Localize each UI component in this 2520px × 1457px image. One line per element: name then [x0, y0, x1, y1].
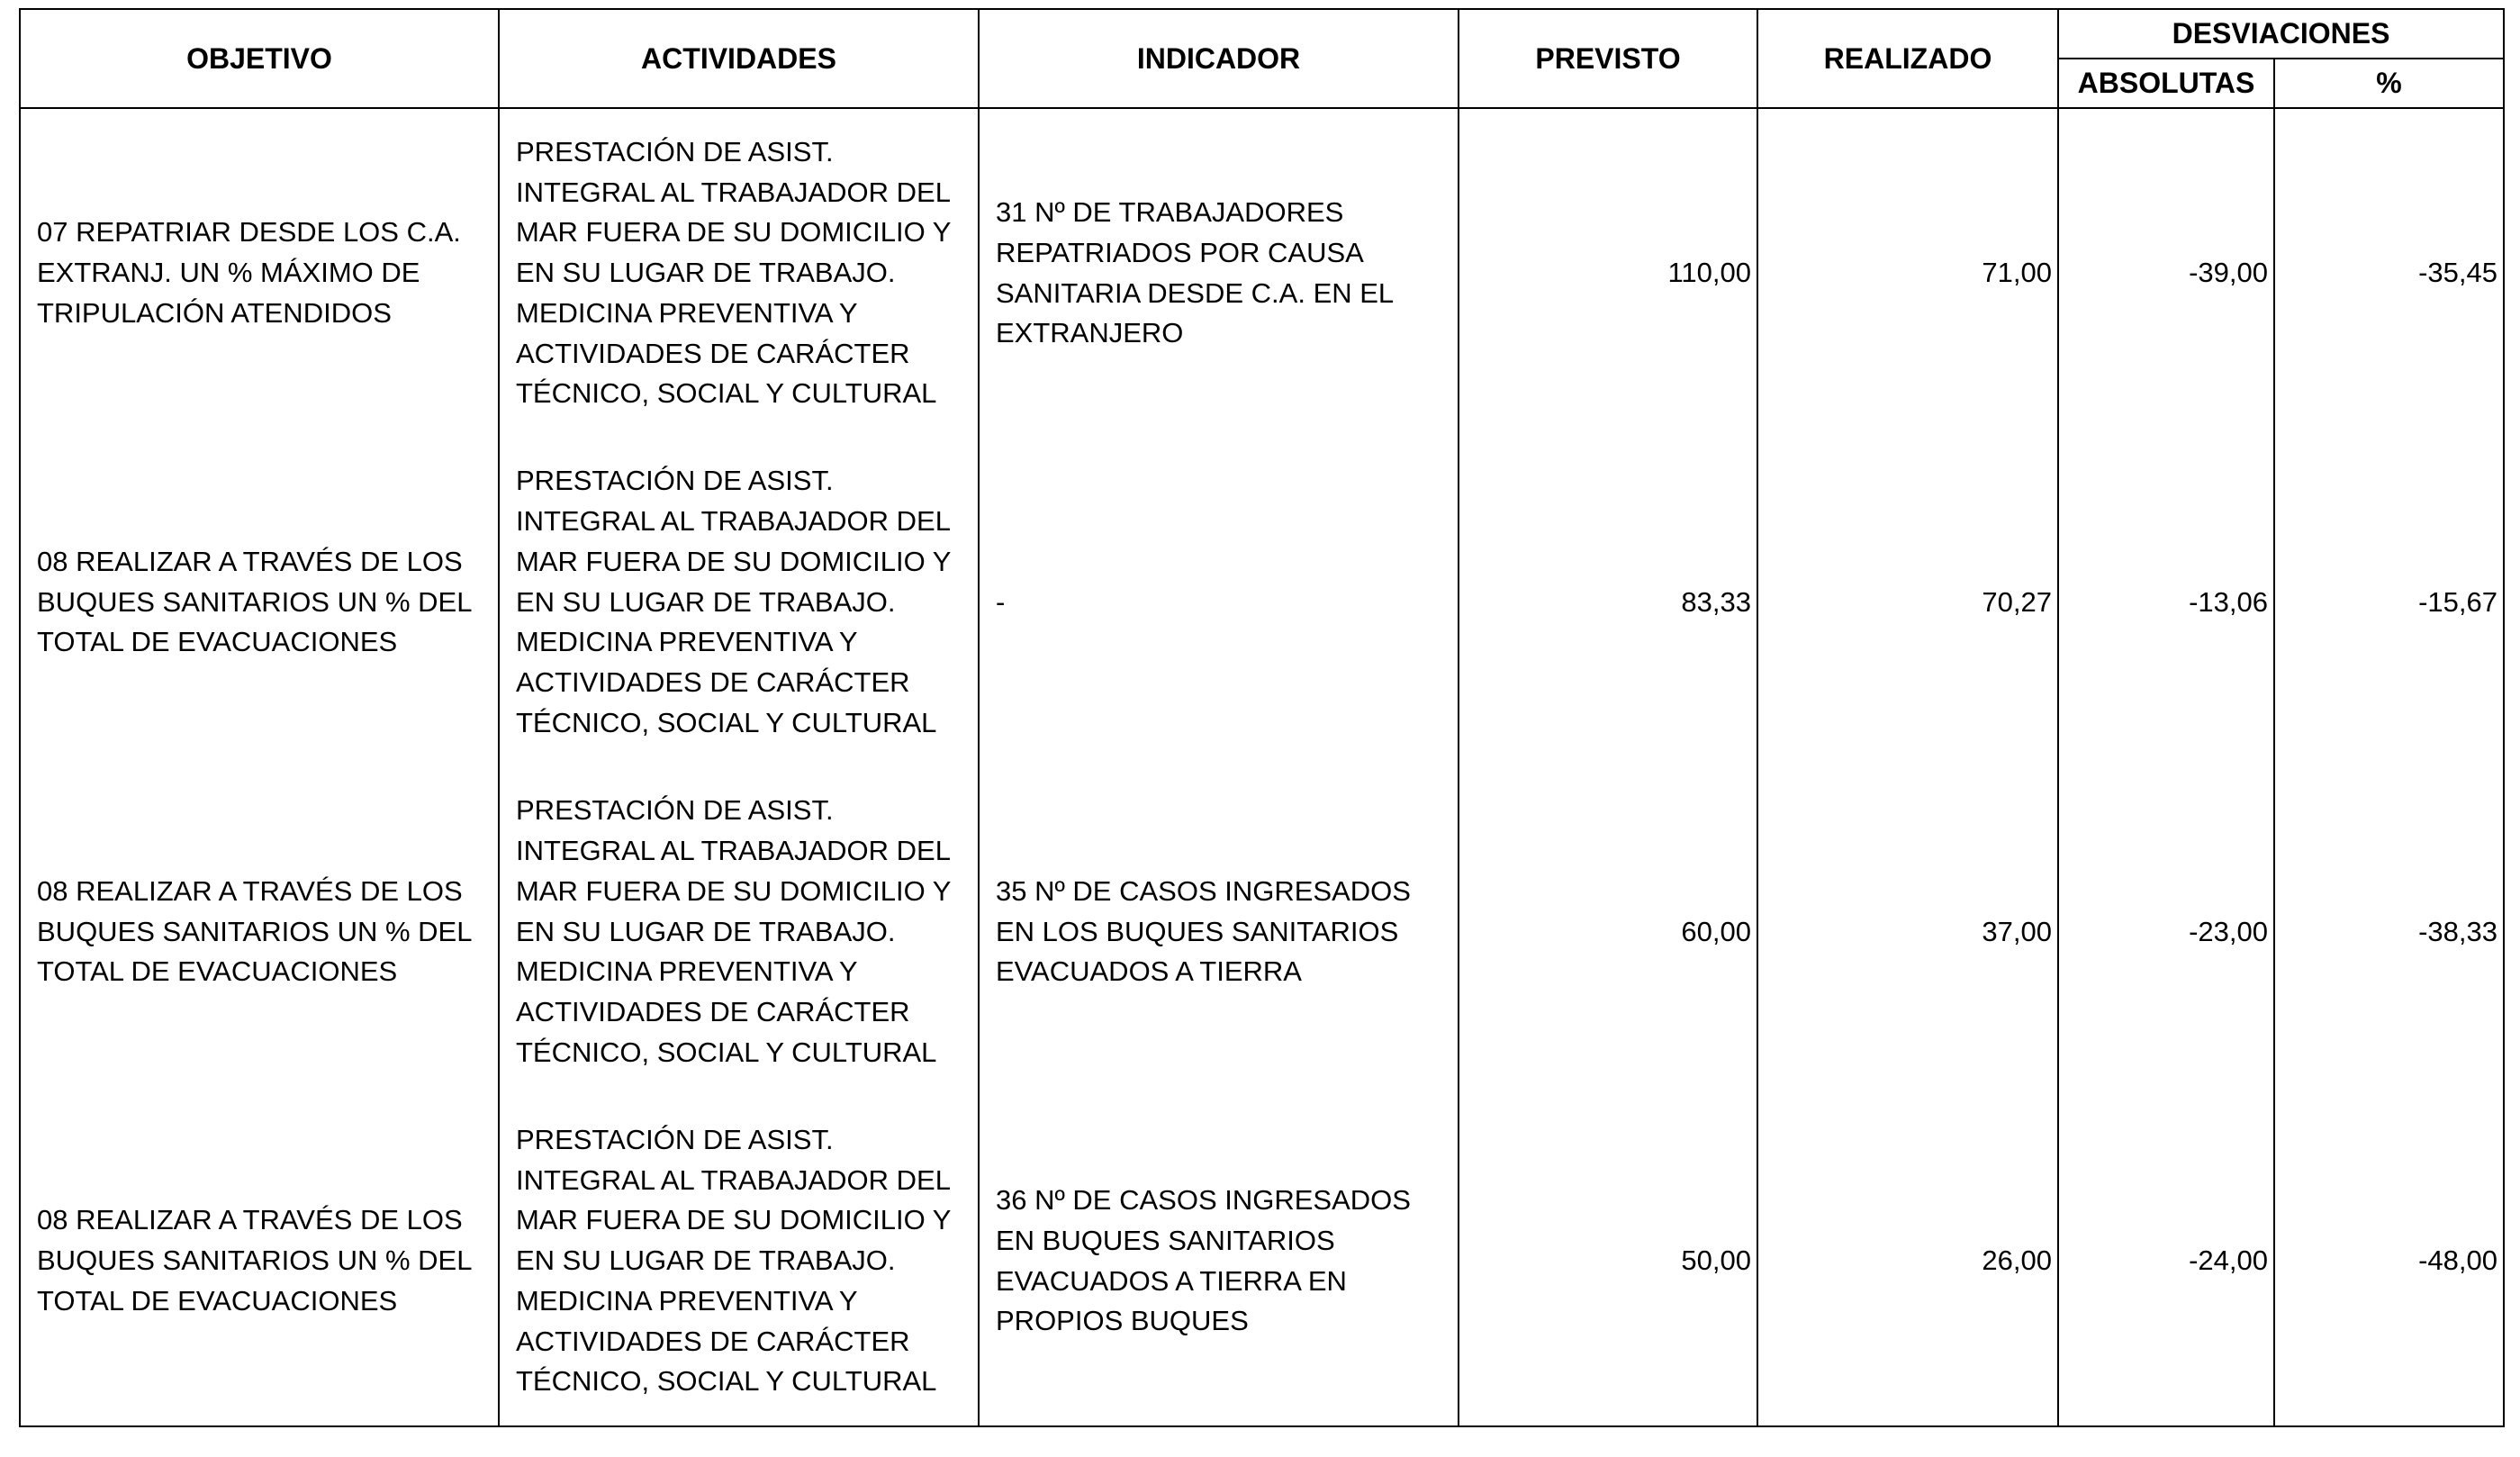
header-previsto: PREVISTO — [1459, 9, 1757, 108]
header-realizado: REALIZADO — [1757, 9, 2058, 108]
cell-realizado: 70,27 — [1757, 438, 2058, 767]
cell-indicador: 31 Nº DE TRABAJADORES REPATRIADOS POR CAUSA SANITARIA DESDE C.A. EN EL EXTRANJERO — [979, 108, 1459, 438]
cell-previsto: 60,00 — [1459, 767, 1757, 1097]
header-indicador: INDICADOR — [979, 9, 1459, 108]
header-porcentaje: % — [2274, 59, 2504, 108]
cell-objetivo: 07 REPATRIAR DESDE LOS C.A. EXTRANJ. UN % MÁXIMO DE TRIPULACIÓN ATENDIDOS — [20, 108, 499, 438]
cell-actividades: PRESTACIÓN DE ASIST. INTEGRAL AL TRABAJADOR DEL MAR FUERA DE SU DOMICILIO Y EN SU LUGAR DE TRABAJO. MEDICINA PREVENTIVA Y ACTIVIDADES DE CARÁCTER TÉCNICO, SOCIAL Y CULTURAL — [499, 1097, 979, 1426]
cell-objetivo: 08 REALIZAR A TRAVÉS DE LOS BUQUES SANITARIOS UN % DEL TOTAL DE EVACUACIONES — [20, 438, 499, 767]
header-objetivo: OBJETIVO — [20, 9, 499, 108]
cell-porcentaje: -48,00 — [2274, 1097, 2504, 1426]
cell-actividades: PRESTACIÓN DE ASIST. INTEGRAL AL TRABAJADOR DEL MAR FUERA DE SU DOMICILIO Y EN SU LUGAR DE TRABAJO. MEDICINA PREVENTIVA Y ACTIVIDADES DE CARÁCTER TÉCNICO, SOCIAL Y CULTURAL — [499, 438, 979, 767]
cell-porcentaje: -38,33 — [2274, 767, 2504, 1097]
cell-indicador: 35 Nº DE CASOS INGRESADOS EN LOS BUQUES SANITARIOS EVACUADOS A TIERRA — [979, 767, 1459, 1097]
cell-absolutas: -24,00 — [2058, 1097, 2274, 1426]
cell-realizado: 26,00 — [1757, 1097, 2058, 1426]
table-row — [20, 438, 2504, 767]
header-actividades: ACTIVIDADES — [499, 9, 979, 108]
header-absolutas: ABSOLUTAS — [2058, 59, 2274, 108]
cell-realizado: 71,00 — [1757, 108, 2058, 438]
cell-absolutas: -13,06 — [2058, 438, 2274, 767]
cell-absolutas: -39,00 — [2058, 108, 2274, 438]
cell-objetivo: 08 REALIZAR A TRAVÉS DE LOS BUQUES SANITARIOS UN % DEL TOTAL DE EVACUACIONES — [20, 1097, 499, 1426]
header-desviaciones: DESVIACIONES — [2058, 9, 2504, 59]
table-row — [20, 108, 2504, 438]
cell-previsto: 83,33 — [1459, 438, 1757, 767]
cell-realizado: 37,00 — [1757, 767, 2058, 1097]
table-row — [20, 1097, 2504, 1426]
cell-previsto: 110,00 — [1459, 108, 1757, 438]
cell-actividades: PRESTACIÓN DE ASIST. INTEGRAL AL TRABAJADOR DEL MAR FUERA DE SU DOMICILIO Y EN SU LUGAR DE TRABAJO. MEDICINA PREVENTIVA Y ACTIVIDADES DE CARÁCTER TÉCNICO, SOCIAL Y CULTURAL — [499, 767, 979, 1097]
cell-previsto: 50,00 — [1459, 1097, 1757, 1426]
cell-absolutas: -23,00 — [2058, 767, 2274, 1097]
cell-porcentaje: -35,45 — [2274, 108, 2504, 438]
cell-actividades: PRESTACIÓN DE ASIST. INTEGRAL AL TRABAJADOR DEL MAR FUERA DE SU DOMICILIO Y EN SU LUGAR DE TRABAJO. MEDICINA PREVENTIVA Y ACTIVIDADES DE CARÁCTER TÉCNICO, SOCIAL Y CULTURAL — [499, 108, 979, 438]
table-row — [20, 767, 2504, 1097]
cell-indicador: 36 Nº DE CASOS INGRESADOS EN BUQUES SANITARIOS EVACUADOS A TIERRA EN PROPIOS BUQUES — [979, 1097, 1459, 1426]
objectives-table — [19, 8, 2505, 1427]
cell-porcentaje: -15,67 — [2274, 438, 2504, 767]
cell-objetivo: 08 REALIZAR A TRAVÉS DE LOS BUQUES SANITARIOS UN % DEL TOTAL DE EVACUACIONES — [20, 767, 499, 1097]
cell-indicador: - — [979, 438, 1459, 767]
